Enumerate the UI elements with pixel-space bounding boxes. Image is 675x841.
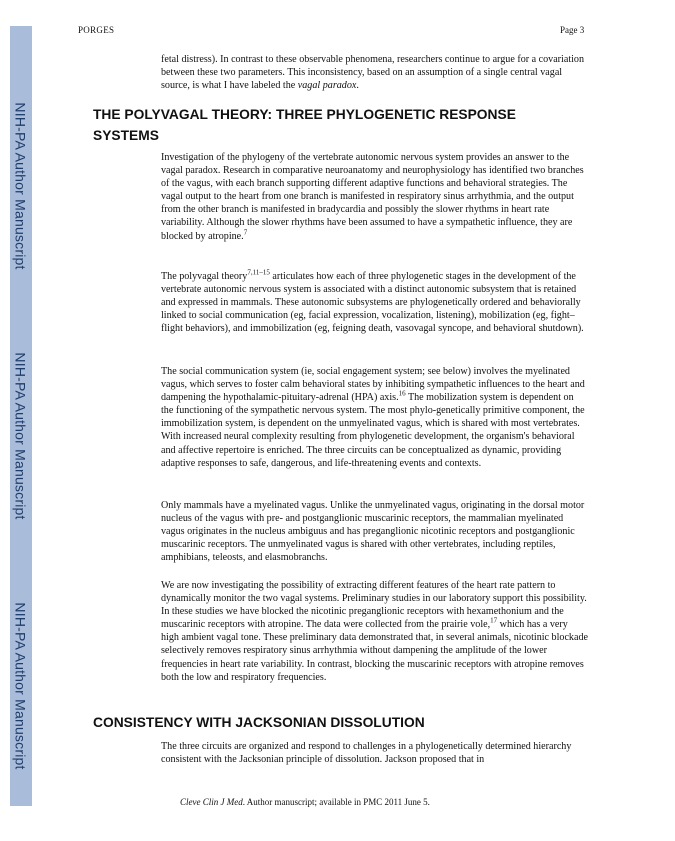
sidebar-label: NIH-PA Author Manuscript: [13, 352, 30, 520]
running-head: PORGES: [78, 25, 115, 35]
sidebar-label: NIH-PA Author Manuscript: [13, 102, 30, 270]
citation: 16: [398, 389, 406, 398]
citation: 7,11–15: [247, 268, 270, 277]
citation: 7: [243, 228, 248, 237]
sidebar-label: NIH-PA Author Manuscript: [13, 602, 30, 770]
paragraph: Investigation of the phylogeny of the vertebrate autonomic nervous system provides an answer to the vagal paradox. Research in comparative neuroanatomy and neurophysiology has identified two branches of the vagus, with each branch supporting different adaptive functions and behavioral strategies. The vagal output to the heart from one branch is manifested in respiratory sinus arrhythmia, and the output from the other branch is manifested in bradycardia and possibly the slower rhythms in heart rate variability. Although the slower rhythms have been assumed to have a sympathetic influence, they are blocked by atropine.$^7$: [161, 152, 584, 242]
paragraph: The polyvagal theory$^{7,11-15}$ articulates how each of three phylogenetic stages in the development of the vertebrate autonomic nervous system is associated with a distinct autonomic subsystem that is retained and expressed in mammals. These autonomic subsystems are phylogenetically ordered and behaviorally linked to social communication (eg, facial expression, vocalization, listening), mobilization (eg, fight–flight behaviors), and immobilization (eg, feigning death, vasovagal syncope, and behavioral shutdown).: [161, 268, 584, 335]
emphasis: vagal paradox: [297, 80, 357, 92]
page-number: Page 3: [560, 25, 585, 35]
section-heading: CONSISTENCY WITH JACKSONIAN DISSOLUTION: [93, 715, 425, 730]
citation: 17: [490, 616, 498, 625]
manuscript-sidebar: [10, 26, 32, 806]
paragraph: The social communication system (ie, social engagement system; see below) involves the myelinated vagus, which serves to foster calm behavioral states by inhibiting sympathetic influences to the heart and dampening the hypothalamic-pituitary-adrenal (HPA) axis.$^{16}$ The mobilization system is dependent on the functioning of the sympathetic nervous system. The most phylo-genetically primitive component, the immobilization system, is dependent on the unmyelinated vagus, which is shared with most vertebrates. With increased neural complexity resulting from phylogenetic development, the organism's behavioral and affective repertoire is enriched. The three circuits can be conceptualized as dynamic, providing adaptive responses to safe, dangerous, and life-threatening events and contexts.: [161, 366, 585, 469]
paragraph: Only mammals have a myelinated vagus. Unlike the unmyelinated vagus, originating in the dorsal motor nucleus of the vagus with pre- and postganglionic muscarinic receptors, the mammalian myelinated vagus originates in the nucleus ambiguus and has preganglionic nicotinic receptors and postganglionic muscarinic receptors. The unmyelinated vagus is shared with other vertebrates, including reptiles, amphibians, teleosts, and elasmobranchs.: [161, 500, 585, 564]
intro-paragraph: fetal distress). In contrast to these observable phenomena, researchers continue to argue for a covariation between these two parameters. This inconsistency, based on an assumption of a single central vagal source, is what I have labeled the vagal paradox.: [161, 54, 585, 92]
journal-title: Cleve Clin J Med: [180, 797, 243, 807]
section-heading: THE POLYVAGAL THEORY: THREE PHYLOGENETIC RESPONSE SYSTEMS: [93, 107, 516, 143]
paragraph: We are now investigating the possibility of extracting different features of the heart rate pattern to dynamically monitor the two vagal systems. Preliminary studies in our laboratory support this possibility. In these studies we have blocked the nicotinic preganglionic receptors with hexamethonium and the muscarinic receptors with atropine. The data were collected from the prairie vole,$^{17}$ which has a very high ambient vagal tone. These preliminary data demonstrated that, in several animals, nicotinic blockade selectively removes respiratory sinus arrhythmia without dampening the amplitude of the lower frequencies in heart rate variability. In contrast, blocking the muscarinic receptors with atropine removes both the low and respiratory frequencies.: [161, 580, 588, 683]
page-footer: Cleve Clin J Med. Author manuscript; available in PMC 2011 June 5.: [180, 797, 430, 807]
paragraph: The three circuits are organized and respond to challenges in a phylogenetically determined hierarchy consistent with the Jacksonian principle of dissolution. Jackson proposed that in: [161, 741, 572, 766]
